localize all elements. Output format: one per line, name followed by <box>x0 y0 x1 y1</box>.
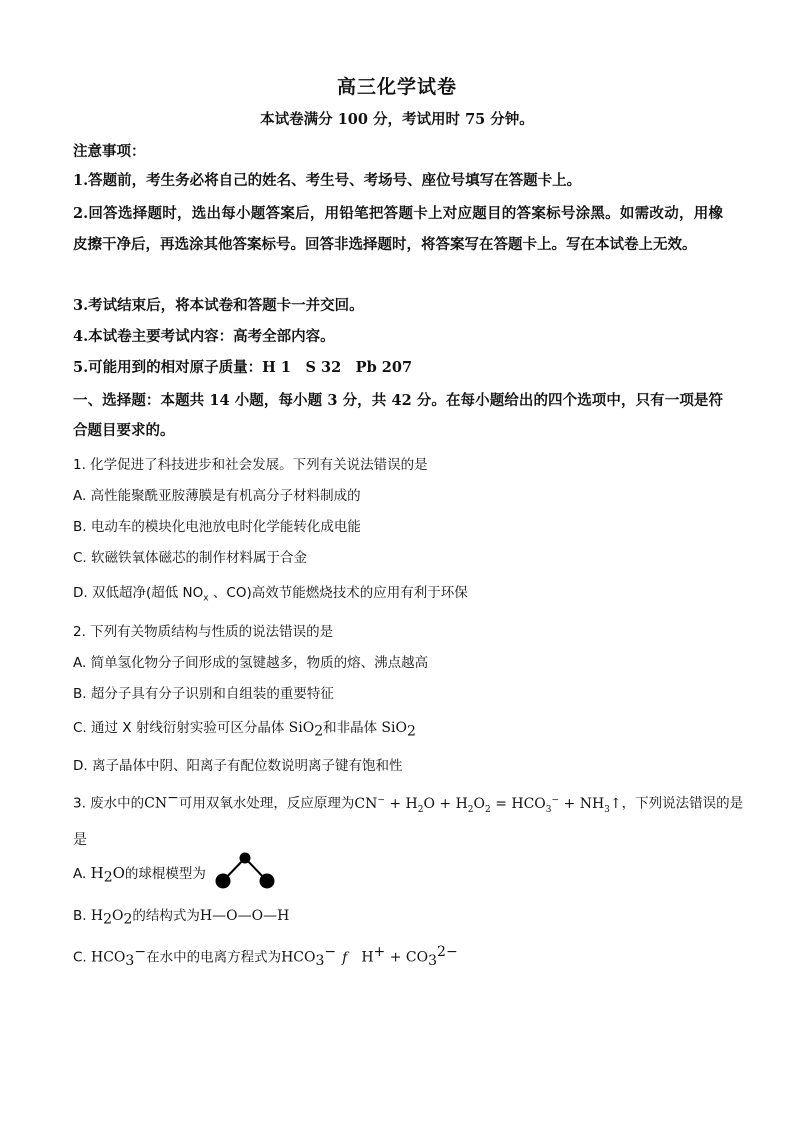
note-1: 1.答题前，考生务必将自己的姓名、考生号、考场号、座位号填写在答题卡上。 <box>73 172 582 189</box>
q3-b-sub-o: 2 <box>123 911 133 928</box>
q3-a-h: H <box>90 864 104 882</box>
q3-cn-charge: − <box>167 790 179 806</box>
exam-subtitle: 本试卷满分 100 分，考试用时 75 分钟。 <box>260 111 534 128</box>
q1-option-b: B. 电动车的模块化电池放电时化学能转化成电能 <box>73 519 361 535</box>
q3-eq-o: O <box>473 795 486 812</box>
q3-eq-hco3-sub: 3 <box>545 804 552 815</box>
q3-c-hco3: HCO <box>91 949 126 966</box>
q3-b-h: H <box>90 908 104 924</box>
q3-c-sub: 3 <box>125 953 135 970</box>
q3-eq-cn: CN <box>354 795 378 812</box>
q3-eq-h2o2-sub-h: 2 <box>467 804 474 815</box>
section-heading: 一、选择题：本题共 14 小题，每小题 3 分，共 42 分。在每小题给出的四个选项中，只有一项是符合题目要求的。 <box>73 392 723 439</box>
q3-c-eq-sub: 3 <box>315 953 325 970</box>
q3-c-co3-charge: 2− <box>437 944 458 960</box>
q1-d-x: x <box>203 593 209 604</box>
q3-b-label: B. <box>73 908 91 924</box>
water-ball-stick-model-icon <box>210 848 280 892</box>
q3-stem-text-3: ，下列说法错误的是 <box>621 795 744 812</box>
q3-a-label: A. <box>73 866 91 882</box>
q3-c-h-charge: + <box>373 944 386 960</box>
q3-b-formula: H—O—O—H <box>199 908 290 924</box>
q3-option-a <box>73 862 206 886</box>
q3-c-co3: + CO <box>385 949 429 966</box>
q1-option-a: A. 高性能聚酰亚胺薄膜是有机高分子材料制成的 <box>73 488 361 504</box>
q3-a-o: O <box>112 864 125 882</box>
q2-c-sub-a: 2 <box>314 723 324 740</box>
q3-equation <box>354 794 622 815</box>
q2-option-d: D. 离子晶体中阴、阳离子有配位数说明离子键有饱和性 <box>73 758 403 774</box>
q2-c-text-2: 和非晶体 <box>323 720 382 736</box>
q3-stem-wrap: 是 <box>73 832 87 848</box>
q3-option-c <box>73 944 458 969</box>
q2-option-c <box>73 716 416 740</box>
note-5: 5.可能用到的相对原子质量：H 1 S 32 Pb 207 <box>73 359 413 376</box>
equilibrium-arrow-icon: f <box>342 949 348 966</box>
q3-eq-nh3-sub: 3 <box>604 804 610 815</box>
q2-c-sub-b: 2 <box>406 723 416 740</box>
q3-stem <box>73 790 743 814</box>
q3-eq-o-plus-h: O + H <box>423 795 468 812</box>
q3-eq-nh3: + NH <box>559 795 605 812</box>
q2-c-sio2-b: SiO <box>381 720 407 736</box>
q3-eq-cn-charge: − <box>377 794 385 805</box>
q3-c-charge: − <box>134 944 147 960</box>
q3-eq-h: + H <box>384 795 418 812</box>
q3-eq-hco3: = HCO <box>490 795 546 812</box>
q3-stem-text-1: 3. 废水中的 <box>73 795 145 812</box>
q3-eq-hco3-charge: − <box>551 794 560 805</box>
q3-stem-text-2: 可用双氧水处理，反应原理为 <box>178 795 355 812</box>
q3-c-co3-sub: 3 <box>428 953 438 970</box>
q3-a-text: 的球棍模型为 <box>124 866 206 882</box>
q3-b-text: 的结构式为 <box>132 908 200 924</box>
q1-option-d <box>73 581 468 604</box>
q2-option-a: A. 简单氢化物分子间形成的氢键越多，物质的熔、沸点越高 <box>73 655 429 671</box>
note-4: 4.本试卷主要考试内容：高考全部内容。 <box>73 328 335 345</box>
q1-d-text-1: D. 双低超净(超低 <box>73 585 183 601</box>
q3-b-o: O <box>112 908 124 924</box>
q3-c-label: C. <box>73 949 92 966</box>
q2-c-text-1: C. 通过 X 射线衍射实验可区分晶体 <box>73 720 289 736</box>
notes-heading: 注意事项： <box>73 143 146 160</box>
q3-c-h: H <box>361 949 374 966</box>
q3-eq-h2-sub: 2 <box>417 804 424 815</box>
q1-option-c: C. 软磁铁氧体磁芯的制作材料属于合金 <box>73 550 308 566</box>
q3-b-sub-h: 2 <box>103 911 112 928</box>
q3-eq-h2o2-sub-o: 2 <box>485 804 491 815</box>
q2-option-b: B. 超分子具有分子识别和自组装的重要特征 <box>73 686 334 702</box>
q1-stem: 1. 化学促进了科技进步和社会发展。下列有关说法错误的是 <box>73 457 428 473</box>
note-2: 2.回答选择题时，选出每小题答案后，用铅笔把答题卡上对应题目的答案标号涂黑。如需改动，用橡皮擦干净后，再选涂其他答案标号。回答非选择题时，将答案写在答题卡上。写在本试卷上无效。 <box>73 205 723 253</box>
up-arrow-icon: ↑ <box>609 795 622 812</box>
q3-cn: CN <box>144 795 168 812</box>
q3-c-eq-hco3: HCO <box>281 949 316 966</box>
q1-d-nox: NO <box>182 585 204 601</box>
q2-stem: 2. 下列有关物质结构与性质的说法错误的是 <box>73 624 334 640</box>
q2-c-sio2-a: SiO <box>288 720 315 736</box>
note-3: 3.考试结束后，将本试卷和答题卡一并交回。 <box>73 297 364 314</box>
q3-c-eq-charge: − <box>324 944 337 960</box>
exam-title: 高三化学试卷 <box>336 76 457 98</box>
q3-option-b <box>73 904 289 928</box>
q1-d-text-2: 、CO)高效节能燃烧技术的应用有利于环保 <box>208 585 468 601</box>
q3-c-text: 在水中的电离方程式为 <box>146 949 282 966</box>
q3-a-sub: 2 <box>103 869 113 886</box>
